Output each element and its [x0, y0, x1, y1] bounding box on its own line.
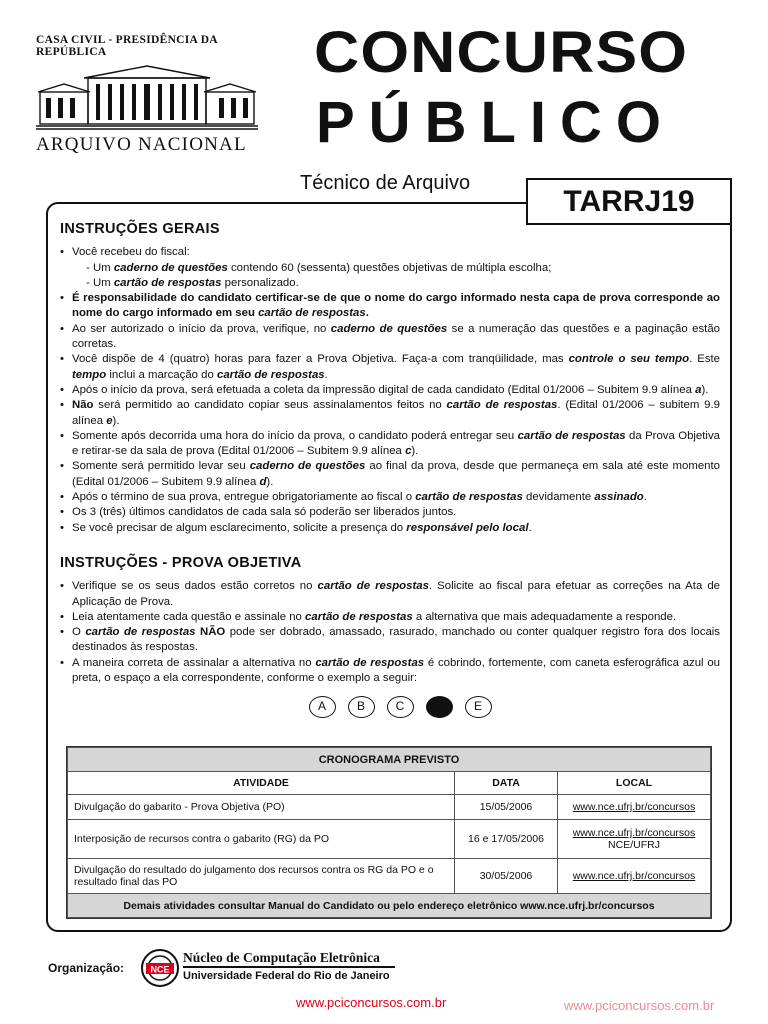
nce-logo-text: NCE — [150, 964, 170, 975]
list-item: • Ao ser autorizado o início da prova, verifique, no caderno de questões se a numeração das questões e a paginação estão corretas. — [60, 322, 720, 353]
answer-bubble-b: B — [348, 696, 375, 718]
col-header-activity: ATIVIDADE — [68, 772, 455, 795]
building-logo-icon — [36, 64, 258, 130]
instructions-content — [60, 222, 720, 718]
list-item: • Após o término de sua prova, entregue obrigatoriamente ao fiscal o cartão de respostas devidamente assinado. — [60, 490, 720, 505]
table-row — [68, 795, 711, 820]
list-item: • É responsabilidade do candidato certificar-se de que o nome do cargo informado nesta capa de prova corresponde ao nome do cargo informado em seu cartão de respostas. — [60, 291, 720, 322]
schedule-footer: Demais atividades consultar Manual do Candidato ou pelo endereço eletrônico www.nce.ufrj.br/concursos — [68, 894, 711, 918]
list-item: • Verifique se os seus dados estão corretos no cartão de respostas. Solicite ao fiscal para efetuar as correções na Ata de Aplicação de Prova. — [60, 579, 720, 610]
schedule-caption: CRONOGRAMA PREVISTO — [68, 748, 711, 772]
general-instructions-title: INSTRUÇÕES GERAIS — [60, 221, 220, 237]
local-cell — [558, 795, 711, 820]
organizer-university: Universidade Federal do Rio de Janeiro — [183, 970, 390, 982]
list-item: • Você dispõe de 4 (quatro) horas para fazer a Prova Objetiva. Faça-a com tranqüilidade, mas controle o seu tempo. Este tempo inclui a marcação do cartão de respostas. — [60, 352, 720, 383]
schedule-table — [66, 746, 712, 919]
organizer-block — [48, 944, 408, 994]
activity-cell: Divulgação do gabarito - Prova Objetiva (PO) — [68, 795, 455, 820]
col-header-date: DATA — [455, 772, 558, 795]
local-cell — [558, 820, 711, 859]
answer-bubble-e: E — [465, 696, 492, 718]
list-item: • Somente após decorrida uma hora do início da prova, o candidato poderá entregar seu cartão de respostas da Prova Objetiva e retirar-se da sala de prova (Edital 01/2006 – Subitem 9.9 alínea c). — [60, 429, 720, 460]
list-item: • Se você precisar de algum esclarecimento, solicite a presença do responsável pelo local. — [60, 521, 720, 536]
list-item: • Após o início da prova, será efetuada a coleta da impressão digital de cada candidato (Edital 01/2006 – Subitem 9.9 alínea a). — [60, 383, 720, 398]
answer-bubble-c: C — [387, 696, 414, 718]
local-secondary: NCE/UFRJ — [608, 839, 660, 851]
sub-item: - Um caderno de questões contendo 60 (sessenta) questões objetivas de múltipla escolha; — [86, 261, 552, 274]
date-cell: 15/05/2006 — [455, 795, 558, 820]
local-link[interactable]: www.nce.ufrj.br/concursos — [572, 870, 696, 882]
list-item: • A maneira correta de assinalar a alternativa no cartão de respostas é cobrindo, fortemente, com caneta esferográfica azul ou preta, o espaço a ela correspondente, conforme o exemplo a seguir: — [60, 656, 720, 687]
list-item: • Não será permitido ao candidato copiar seus assinalamentos feitos no cartão de respostas. (Edital 01/2006 – subitem 9.9 alínea e). — [60, 398, 720, 429]
job-title: Técnico de Arquivo — [300, 172, 471, 194]
exam-code: TARRJ19 — [526, 178, 732, 225]
date-cell: 30/05/2006 — [455, 859, 558, 894]
institution-header — [36, 34, 266, 156]
archive-name: ARQUIVO NACIONAL — [36, 134, 247, 155]
list-item: • Os 3 (três) últimos candidatos de cada sala só poderão ser liberados juntos. — [60, 505, 720, 520]
general-instructions-list — [60, 245, 720, 536]
list-item: • Leia atentamente cada questão e assinale no cartão de respostas a alternativa que mais adequadamente a responde. — [60, 610, 720, 625]
answer-bubble-a: A — [309, 696, 336, 718]
list-item: • Somente será permitido levar seu caderno de questões ao final da prova, desde que permaneça em sala até este momento (Edital 01/2006 – Subitem 9.9 alínea d). — [60, 459, 720, 490]
watermark-link[interactable]: www.pciconcursos.com.br — [296, 995, 447, 1010]
local-link[interactable]: www.nce.ufrj.br/concursos — [572, 801, 696, 813]
answer-bubble-d-filled — [426, 696, 453, 718]
local-link[interactable]: www.nce.ufrj.br/concursos — [572, 827, 696, 839]
title-line-2: PÚBLICO — [316, 90, 675, 155]
watermark-link-faded[interactable]: www.pciconcursos.com.br — [564, 998, 715, 1013]
org-line: CASA CIVIL - PRESIDÊNCIA DA REPÚBLICA — [36, 34, 218, 58]
organizer-label: Organização: — [48, 961, 125, 975]
answer-example — [80, 696, 720, 718]
activity-cell: Divulgação do resultado do julgamento dos recursos contra os RG da PO e o resultado final das PO — [68, 859, 455, 894]
objective-instructions-title: INSTRUÇÕES - PROVA OBJETIVA — [60, 554, 302, 571]
nce-logo-icon — [140, 944, 180, 992]
title-line-1: CONCURSO — [314, 20, 689, 85]
table-row — [68, 820, 711, 859]
col-header-local: LOCAL — [558, 772, 711, 795]
objective-instructions-list — [60, 579, 720, 686]
list-item: • O cartão de respostas NÃO pode ser dobrado, amassado, rasurado, manchado ou conter qualquer registro fora dos locais destinados às respostas. — [60, 625, 720, 656]
sub-item: - Um cartão de respostas personalizado. — [86, 276, 299, 289]
list-item: • Você recebeu do fiscal: - Um caderno de questões contendo 60 (sessenta) questões objetivas de múltipla escolha; - Um cartão de respostas personalizado. — [60, 245, 720, 291]
activity-cell: Interposição de recursos contra o gabarito (RG) da PO — [68, 820, 455, 859]
local-cell — [558, 859, 711, 894]
divider — [183, 966, 395, 968]
date-cell: 16 e 17/05/2006 — [455, 820, 558, 859]
table-row — [68, 859, 711, 894]
organizer-name: Núcleo de Computação Eletrônica — [183, 950, 380, 965]
